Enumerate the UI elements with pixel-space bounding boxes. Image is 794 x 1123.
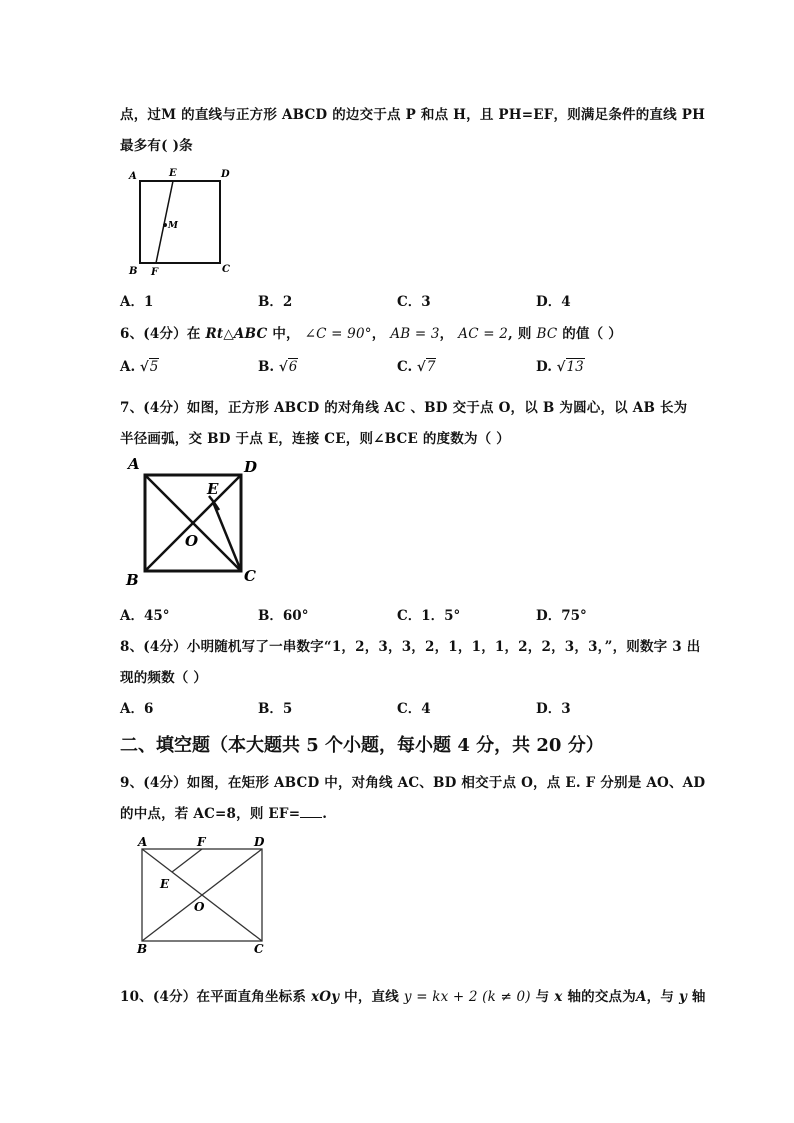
q6-prefix: 6、(4分）在: [120, 326, 201, 342]
q7-segment-ce: [213, 502, 241, 571]
q7-label-d: D: [244, 458, 258, 476]
sqrt-icon: √5: [139, 359, 159, 375]
q5-option-b[interactable]: B．2: [258, 294, 293, 310]
q10-a: A: [635, 989, 647, 1005]
q10-xoy: xOy: [310, 989, 340, 1005]
q9-label-b: B: [137, 942, 148, 956]
q9-text-line1: 9、(4分）如图，在矩形 ABCD 中，对角线 AC、BD 相交于点 O，点 E. F 分别是 AO、AD: [120, 775, 706, 791]
q5-label-m: M: [168, 221, 178, 231]
q9-text-line2: [120, 802, 327, 822]
q7-option-c[interactable]: C．1．5°: [397, 608, 461, 624]
q8-option-b[interactable]: B．5: [258, 701, 293, 717]
q6-triangle: Rt△ABC: [205, 326, 268, 342]
q7-label-e: E: [207, 480, 219, 498]
q6-option-b-letter: B.: [258, 359, 275, 375]
q10-text: [120, 985, 706, 1005]
q8-option-c[interactable]: C．4: [397, 701, 431, 717]
q6-bc: BC: [536, 326, 558, 342]
q10-mid1: 中，直线: [344, 989, 399, 1005]
q6-option-b-radicand: 6: [288, 359, 298, 375]
sqrt-icon: √7: [416, 359, 436, 375]
q5-label-d: D: [221, 169, 230, 180]
q10-mid3: 轴的交点为: [567, 989, 636, 1005]
q6-option-c-letter: C.: [397, 359, 413, 375]
q10-equation: y = kx + 2 (k ≠ 0): [403, 989, 531, 1005]
q9-text-line2-end: .: [322, 806, 328, 822]
q8-option-d[interactable]: D．3: [536, 701, 571, 717]
q7-text-line2: 半径画弧，交 BD 于点 E，连接 CE，则∠BCE 的度数为（ ）: [120, 431, 510, 447]
q5-option-c[interactable]: C．3: [397, 294, 431, 310]
q10-mid4: ，与: [646, 989, 675, 1005]
q8-option-a[interactable]: A．6: [120, 701, 154, 717]
q7-square-figure: [122, 455, 272, 590]
q5-square-figure: [124, 165, 234, 280]
q10-suffix: 轴: [691, 989, 706, 1005]
q6-option-b[interactable]: [258, 359, 298, 375]
q5-point-m: [163, 223, 167, 227]
q7-label-o: O: [185, 532, 199, 550]
q8-text-line2: 现的频数（ ）: [120, 670, 208, 686]
section-heading: 二、填空题（本大题共 5 个小题，每小题 4 分，共 20 分）: [120, 735, 604, 756]
q7-label-c: C: [244, 567, 256, 585]
q6-mid1: 中，: [272, 326, 300, 342]
q9-label-d: D: [254, 835, 265, 849]
q6-option-d-letter: D.: [536, 359, 552, 375]
q9-rectangle-figure: [130, 832, 280, 962]
q6-option-c-radicand: 7: [426, 359, 436, 375]
q5-text-line1: 点，过M 的直线与正方形 ABCD 的边交于点 P 和点 H，且 PH=EF，则满足条件的直线 PH: [120, 107, 706, 123]
q5-label-e: E: [169, 168, 177, 179]
q10-prefix: 10、(4分）在平面直角坐标系: [120, 989, 307, 1005]
q9-label-c: C: [254, 942, 264, 956]
q6-option-c[interactable]: [397, 359, 436, 375]
q7-text-line1: 7、(4分）如图，正方形 ABCD 的对角线 AC 、BD 交于点 O，以 B 为圆心，以 AB 长为: [120, 400, 688, 416]
q9-label-o: O: [194, 900, 205, 914]
q6-option-d[interactable]: [536, 359, 585, 375]
q7-option-a[interactable]: A．45°: [120, 608, 170, 624]
q5-option-a[interactable]: A．1: [120, 294, 154, 310]
q9-label-f: F: [197, 835, 206, 849]
q5-text-line2: 最多有( )条: [120, 138, 193, 154]
q7-label-a: A: [128, 455, 140, 473]
q9-label-e: E: [160, 877, 170, 891]
q6-mid2: ，: [371, 326, 386, 342]
q7-label-b: B: [126, 571, 139, 589]
q6-option-a-letter: A.: [120, 359, 136, 375]
q6-option-a-radicand: 5: [149, 359, 159, 375]
q10-x: x: [554, 989, 563, 1005]
q9-segment-ef: [172, 849, 202, 872]
q6-mid4: , 则: [508, 326, 532, 342]
q7-option-d[interactable]: D．75°: [536, 608, 587, 624]
q6-option-d-radicand: 13: [566, 359, 584, 375]
q6-angle: ∠C = 90°: [304, 326, 372, 342]
q6-option-a[interactable]: [120, 359, 159, 375]
q5-option-d[interactable]: D．4: [536, 294, 571, 310]
q5-label-b: B: [129, 266, 138, 277]
q7-option-b[interactable]: B．60°: [258, 608, 309, 624]
sqrt-icon: √6: [278, 359, 298, 375]
q6-mid3: ，: [439, 326, 454, 342]
q5-label-f: F: [151, 267, 159, 278]
q5-label-c: C: [222, 264, 230, 275]
q6-text: [120, 322, 622, 342]
q6-suffix: 的值（ ）: [562, 326, 622, 342]
q8-text-line1: 8、(4分）小明随机写了一串数字“1，2，3，3，2，1，1，1，2，2，3，3，”，则数字 3 出: [120, 639, 701, 655]
q10-mid2: 与: [535, 989, 550, 1005]
q5-label-a: A: [129, 171, 137, 182]
q10-y: y: [678, 989, 687, 1005]
sqrt-icon: √13: [556, 359, 584, 375]
answer-blank[interactable]: [300, 805, 322, 818]
q9-text-line2-main: 的中点，若 AC=8，则 EF=: [120, 806, 301, 822]
q6-ab: AB = 3: [390, 326, 440, 342]
q9-label-a: A: [138, 835, 148, 849]
q5-square: [140, 181, 220, 263]
q6-ac: AC = 2: [458, 326, 509, 342]
